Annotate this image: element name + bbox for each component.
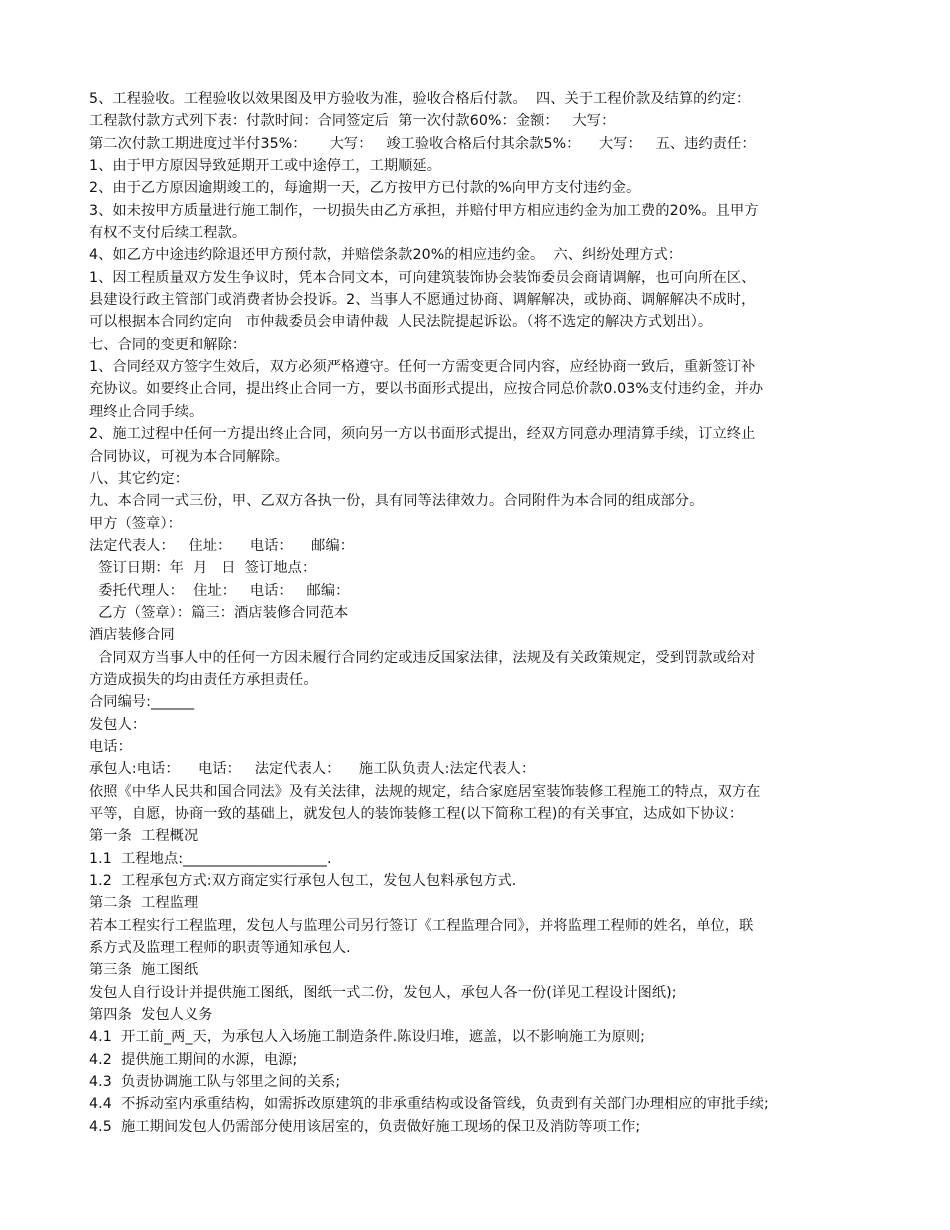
- signature-line: 签订日期：年 月 日 签订地点：: [89, 560, 317, 577]
- signature-line: 甲方（签章）：: [89, 515, 182, 532]
- party-line: 发包人：: [89, 716, 147, 733]
- document-page: [89, 88, 869, 1138]
- section-heading: 七、合同的变更和解除：: [89, 336, 247, 353]
- text-line: 充协议。如要终止合同，提出终止合同一方，要以书面形式提出，应按合同总价款0.03%支付违约金，并办: [89, 381, 764, 398]
- document-title: 酒店装修合同: [89, 627, 175, 644]
- text-line: 2、施工过程中任何一方提出终止合同，须向另一方以书面形式提出，经双方同意办理清算手续，订立终止: [89, 426, 756, 443]
- text-line: 5、工程验收。工程验收以效果图及甲方验收为准，验收合格后付款。 四、关于工程价款及结算的约定：: [89, 91, 751, 107]
- text-line: 4、如乙方中途违约除退还甲方预付款，并赔偿条款20%的相应违约金。 六、纠纷处理方式：: [89, 247, 683, 264]
- text-line: 3、如未按甲方质量进行施工制作，一切损失由乙方承担，并赔付甲方相应违约金为加工费的20%。且甲方: [89, 202, 759, 219]
- clause-line: 4.3 负责协调施工队与邻里之间的关系;: [89, 1074, 341, 1091]
- party-line: 承包人:电话： 电话： 法定代表人： 施工队负责人:法定代表人：: [89, 761, 536, 778]
- article-heading: 第三条 施工图纸: [89, 962, 199, 979]
- text-line: 理终止合同手续。: [89, 403, 204, 420]
- signature-line: 法定代表人： 住址： 电话： 邮编：: [89, 537, 355, 554]
- text-line: 1、因工程质量双方发生争议时，凭本合同文本，可向建筑装饰协会装饰委员会商请调解，也可向所在区、: [89, 269, 756, 286]
- text-line: 第二次付款工期进度过半付35%： 大写： 竣工验收合格后付其余款5%： 大写： 五、违约责任：: [89, 135, 756, 152]
- text-line: 发包人自行设计并提供施工图纸，图纸一式二份，发包人，承包人各一份(详见工程设计图纸);: [89, 984, 677, 1001]
- text-line: 合同双方当事人中的任何一方因未履行合同约定或违反国家法律，法规及有关政策规定，受到罚款或给对: [89, 649, 756, 666]
- text-line: 合同协议，可视为本合同解除。: [89, 448, 290, 465]
- text-line: 方造成损失的均由责任方承担责任。: [89, 671, 318, 688]
- clause-line: 1.2 工程承包方式:双方商定实行承包人包工，发包人包料承包方式.: [89, 873, 517, 890]
- party-line: 电话：: [89, 738, 132, 755]
- clause-line: 4.1 开工前_两_天，为承包人入场施工制造条件.陈设归堆，遮盖，以不影响施工为原则;: [89, 1029, 646, 1046]
- signature-line: 乙方（签章）：篇三：酒店装修合同范本: [89, 604, 349, 621]
- clause-line: 4.5 施工期间发包人仍需部分使用该居室的，负责做好施工现场的保卫及消防等项工作;: [89, 1118, 641, 1135]
- article-heading: 第一条 工程概况: [89, 828, 199, 845]
- article-heading: 第二条 工程监理: [89, 895, 199, 912]
- signature-line: 委托代理人： 住址： 电话： 邮编：: [89, 582, 350, 599]
- clause-line: 1.1 工程地点:____________________.: [89, 850, 332, 867]
- contract-number-line: 合同编号:______: [89, 694, 195, 711]
- text-line: 1、由于甲方原因导致延期开工或中途停工，工期顺延。: [89, 158, 442, 175]
- clause-line: 4.4 不拆动室内承重结构，如需拆改原建筑的非承重结构或设备管线，负责到有关部门办理相应的审批手续;: [89, 1096, 769, 1113]
- text-line: 县建设行政主管部门或消费者协会投诉。2、当事人不愿通过协商、调解解决，或协商、调解解决不成时，: [89, 292, 756, 309]
- text-line: 九、本合同一式三份，甲、乙双方各执一份，具有同等法律效力。合同附件为本合同的组成部分。: [89, 493, 704, 510]
- text-line: 有权不支付后续工程款。: [89, 225, 247, 242]
- text-line: 平等，自愿，协商一致的基础上，就发包人的装饰装修工程(以下简称工程)的有关事宜，达成如下协议：: [89, 806, 744, 822]
- text-line: 系方式及监理工程师的职责等通知承包人.: [89, 940, 351, 957]
- text-line: 可以根据本合同约定向 市仲裁委员会申请仲裁 人民法院提起诉讼。（将不选定的解决方式划出）。: [89, 314, 713, 331]
- text-line: 2、由于乙方原因逾期竣工的，每逾期一天，乙方按甲方已付款的%向甲方支付违约金。: [89, 180, 641, 197]
- text-line: 若本工程实行工程监理，发包人与监理公司另行签订《工程监理合同》，并将监理工程师的姓名，单位，联: [89, 917, 754, 934]
- section-heading: 八、其它约定：: [89, 470, 190, 487]
- text-line: 依照《中华人民共和国合同法》及有关法律，法规的规定，结合家庭居室装饰装修工程施工的特点，双方在: [89, 783, 761, 800]
- text-line: 工程款付款方式列下表：付款时间：合同签定后 第一次付款60%：金额： 大写：: [89, 113, 616, 130]
- clause-line: 4.2 提供施工期间的水源，电源;: [89, 1051, 298, 1068]
- article-heading: 第四条 发包人义务: [89, 1007, 213, 1024]
- text-line: 1、合同经双方签字生效后，双方必须严格遵守。任何一方需变更合同内容，应经协商一致后，重新签订补: [89, 359, 756, 376]
